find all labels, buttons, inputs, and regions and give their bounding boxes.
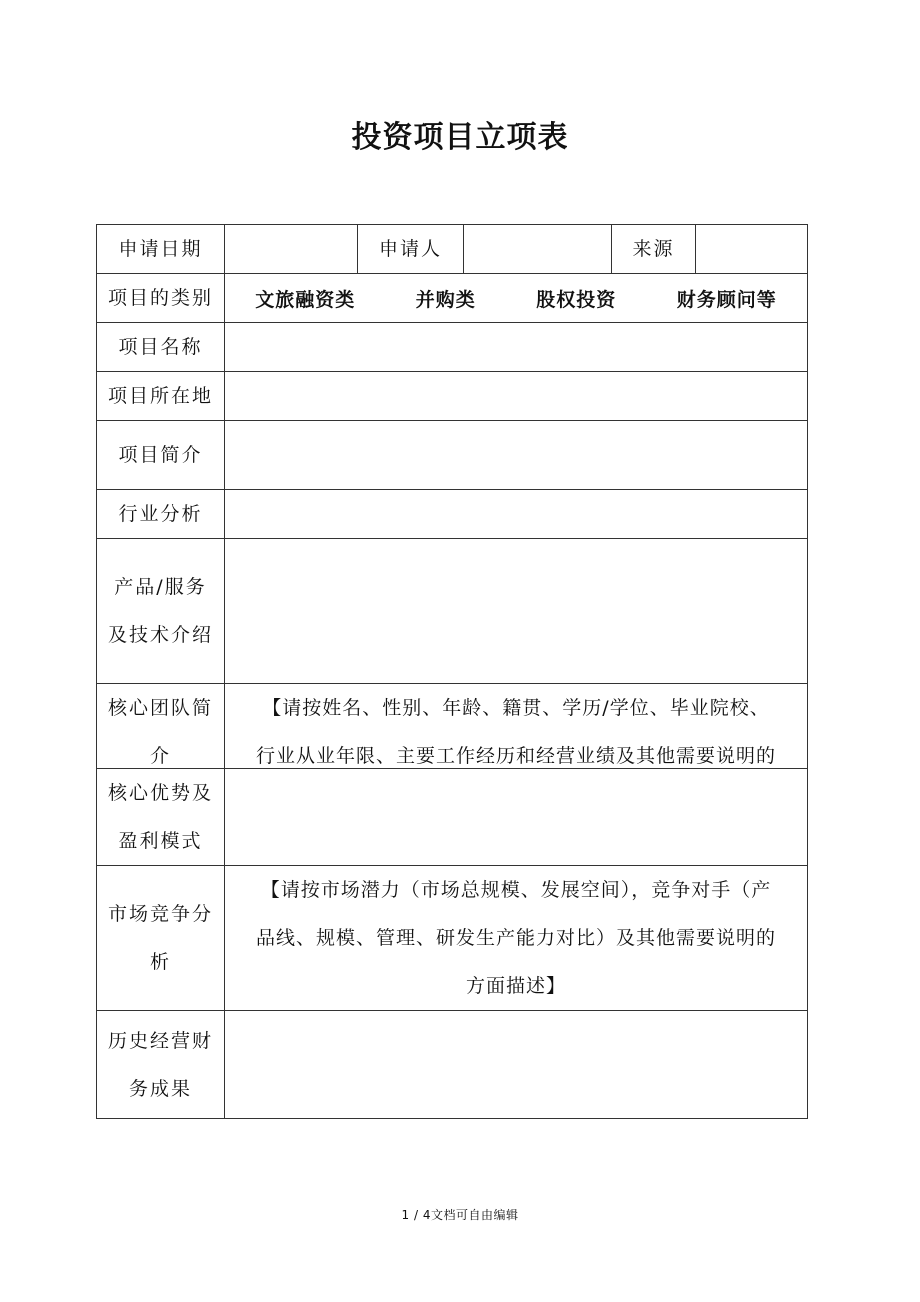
market-label-line2: 析 — [149, 951, 171, 973]
apply-date-field[interactable] — [225, 225, 358, 274]
advantage-label-line1: 核心优势及 — [107, 782, 213, 804]
row-apply-info — [97, 225, 808, 274]
product-label-line2: 及技术介绍 — [107, 624, 213, 646]
team-label — [97, 684, 225, 769]
market-hint-line1: 【请按市场潜力（市场总规模、发展空间），竞争对手（产 — [260, 879, 772, 901]
team-label-line2: 介 — [149, 745, 171, 767]
row-market — [97, 866, 808, 1011]
row-category — [97, 274, 808, 323]
project-name-label: 项目名称 — [97, 323, 225, 372]
applicant-label: 申请人 — [358, 225, 464, 274]
project-form-table — [96, 224, 808, 1119]
advantage-label — [97, 769, 225, 866]
market-label-line1: 市场竞争分 — [107, 903, 213, 925]
page-title: 投资项目立项表 — [351, 120, 569, 155]
location-label: 项目所在地 — [97, 372, 225, 421]
category-option-merger[interactable]: 并购类 — [415, 288, 476, 311]
intro-label: 项目简介 — [97, 421, 225, 490]
row-team — [97, 684, 808, 769]
market-hint-line3: 方面描述】 — [465, 975, 566, 997]
row-project-name — [97, 323, 808, 372]
history-field[interactable] — [225, 1011, 808, 1119]
apply-date-label: 申请日期 — [97, 225, 225, 274]
intro-field[interactable] — [225, 421, 808, 490]
history-label-line2: 务成果 — [128, 1077, 192, 1100]
row-product — [97, 539, 808, 684]
applicant-field[interactable] — [464, 225, 612, 274]
category-label: 项目的类别 — [97, 274, 225, 323]
product-label-line1: 产品/服务 — [114, 576, 207, 598]
row-intro — [97, 421, 808, 490]
row-advantage — [97, 769, 808, 866]
team-hint-line2: 行业从业年限、主要工作经历和经营业绩及其他需要说明的 — [255, 745, 776, 767]
product-label — [97, 539, 225, 684]
advantage-field[interactable] — [225, 769, 808, 866]
market-label — [97, 866, 225, 1011]
history-label-line1: 历史经营财 — [107, 1029, 213, 1052]
source-field[interactable] — [696, 225, 808, 274]
history-label — [97, 1011, 225, 1119]
category-option-equity[interactable]: 股权投资 — [536, 288, 617, 311]
project-name-field[interactable] — [225, 323, 808, 372]
row-industry — [97, 490, 808, 539]
category-options — [225, 274, 808, 323]
market-field[interactable] — [225, 866, 808, 1011]
market-hint-line2: 品线、规模、管理、研发生产能力对比）及其他需要说明的 — [255, 927, 776, 949]
product-field[interactable] — [225, 539, 808, 684]
page-footer: 1 / 4文档可自由编辑 — [401, 1208, 519, 1222]
team-label-line1: 核心团队简 — [107, 697, 213, 719]
row-history — [97, 1011, 808, 1119]
source-label: 来源 — [612, 225, 696, 274]
location-field[interactable] — [225, 372, 808, 421]
category-option-tourism-financing[interactable]: 文旅融资类 — [255, 288, 356, 311]
category-option-advisory[interactable]: 财务顾问等 — [676, 288, 777, 311]
advantage-label-line2: 盈利模式 — [118, 830, 203, 852]
team-hint-line1: 【请按姓名、性别、年龄、籍贯、学历/学位、毕业院校、 — [262, 697, 770, 719]
row-location — [97, 372, 808, 421]
team-field[interactable] — [225, 684, 808, 769]
industry-field[interactable] — [225, 490, 808, 539]
industry-label: 行业分析 — [97, 490, 225, 539]
